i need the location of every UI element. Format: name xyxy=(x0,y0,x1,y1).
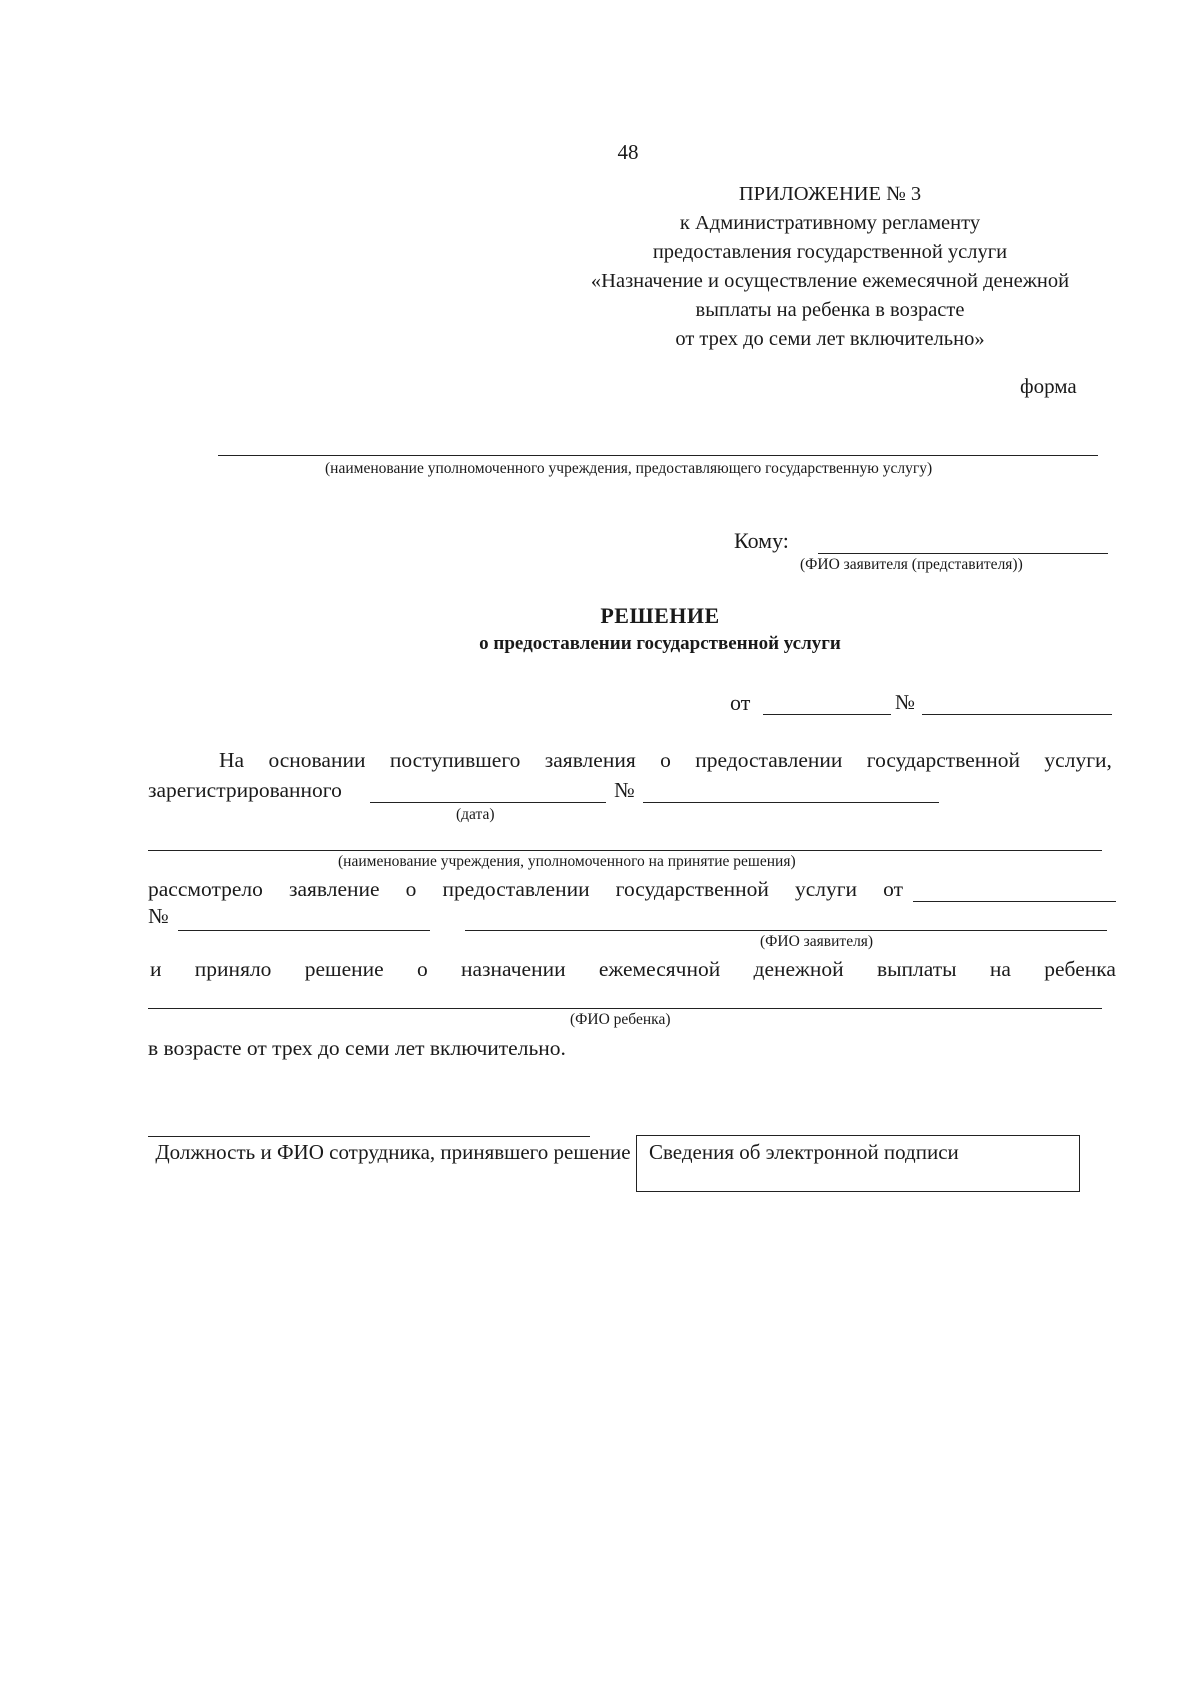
decision-date-field[interactable] xyxy=(763,714,891,715)
form-label: форма xyxy=(1020,374,1077,398)
accepted_words-word: и xyxy=(150,957,162,981)
appendix-line-4: «Назначение и осуществление ежемесячной денежной xyxy=(590,270,1070,292)
applicant-caption: (ФИО заявителя) xyxy=(760,933,874,950)
considered_words-word: от xyxy=(883,877,903,901)
institution-caption: (наименование уполномоченного учреждения, предоставляющего государственную услугу) xyxy=(325,460,933,477)
child-caption: (ФИО ребенка) xyxy=(570,1011,671,1028)
age-line: в возрасте от трех до семи лет включительно. xyxy=(148,1036,566,1060)
considered-date-field[interactable] xyxy=(913,901,1116,902)
employee-signature-field[interactable] xyxy=(148,1136,590,1137)
decision-number-label: № xyxy=(895,690,916,714)
appendix-header xyxy=(560,180,1100,354)
accepted_words-word: ежемесячной xyxy=(598,957,721,981)
considered_words-word: предоставлении xyxy=(442,877,590,901)
considered_words-word: о xyxy=(405,877,417,901)
considered-number-field[interactable] xyxy=(178,930,430,931)
p1_words-word: государственной xyxy=(866,748,1021,772)
p1_words-word: На xyxy=(219,748,245,772)
considered-line xyxy=(148,877,903,902)
decision-institution-caption: (наименование учреждения, уполномоченного на принятие решения) xyxy=(338,853,796,870)
decision-title: РЕШЕНИЕ xyxy=(600,603,720,628)
considered-number-label: № xyxy=(148,904,169,928)
appendix-line-6: от трех до семи лет включительно» xyxy=(675,328,985,350)
electronic-signature-label: Сведения об электронной подписи xyxy=(649,1140,959,1164)
decision-institution-field[interactable] xyxy=(148,850,1102,851)
p1_words-word: поступившего xyxy=(389,748,521,772)
employee-caption: Должность и ФИО сотрудника, принявшего решение xyxy=(155,1140,631,1164)
accepted_words-word: назначении xyxy=(460,957,566,981)
registration-date-field[interactable] xyxy=(370,802,606,803)
accepted_words-word: на xyxy=(989,957,1011,981)
p1_words-word: основании xyxy=(268,748,366,772)
accepted_words-word: выплаты xyxy=(876,957,957,981)
accepted_words-word: решение xyxy=(304,957,384,981)
paragraph-line-1 xyxy=(219,748,1112,773)
accepted-line xyxy=(150,957,1116,982)
accepted_words-word: денежной xyxy=(753,957,844,981)
considered_words-word: заявление xyxy=(288,877,380,901)
decision-subtitle: о предоставлении государственной услуги xyxy=(479,633,841,654)
accepted_words-word: о xyxy=(416,957,428,981)
recipient-label: Кому: xyxy=(734,528,789,553)
decision-date-label: от xyxy=(730,690,751,715)
p1_words-word: о xyxy=(660,748,671,772)
decision-number-field[interactable] xyxy=(922,714,1112,715)
applicant-name-field[interactable] xyxy=(465,930,1107,931)
considered_words-word: рассмотрело xyxy=(148,877,263,901)
registration-number-field[interactable] xyxy=(643,802,939,803)
appendix-line-2: к Административному регламенту xyxy=(679,212,981,234)
accepted_words-word: ребенка xyxy=(1044,957,1116,981)
p1_words-word: заявления xyxy=(544,748,636,772)
page-number: 48 xyxy=(617,140,639,164)
appendix-line-3: предоставления государственной услуги xyxy=(652,241,1008,263)
electronic-signature-box xyxy=(636,1135,1080,1192)
institution-field[interactable] xyxy=(218,455,1098,456)
accepted_words-word: приняло xyxy=(194,957,272,981)
recipient-caption: (ФИО заявителя (представителя)) xyxy=(800,556,1023,573)
considered_words-word: услуги xyxy=(794,877,858,901)
considered_words-word: государственной xyxy=(615,877,769,901)
registration-number-label: № xyxy=(614,778,635,802)
appendix-line-5: выплаты на ребенка в возрасте xyxy=(695,299,965,321)
recipient-field[interactable] xyxy=(818,553,1108,554)
date-caption: (дата) xyxy=(456,806,495,823)
child-name-field[interactable] xyxy=(148,1008,1102,1009)
p1_words-word: предоставлении xyxy=(695,748,843,772)
appendix-line-1: ПРИЛОЖЕНИЕ № 3 xyxy=(738,183,922,205)
registered-label: зарегистрированного xyxy=(148,778,342,802)
p1_words-word: услуги, xyxy=(1044,748,1112,772)
